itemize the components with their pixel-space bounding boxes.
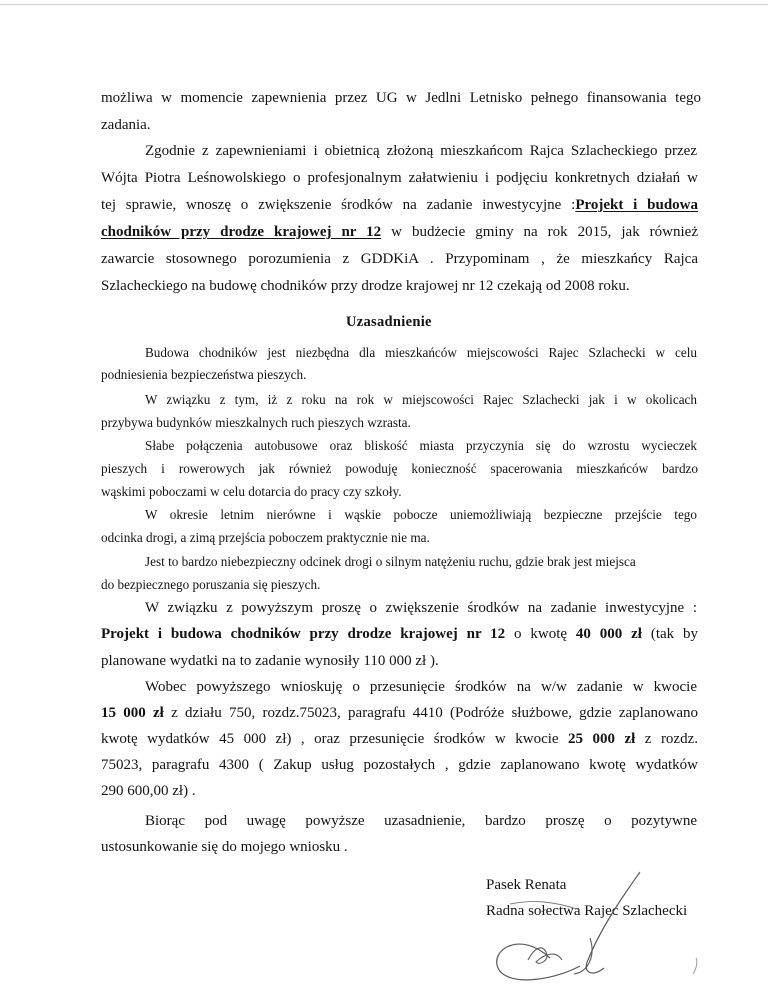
reason-4-line-1: W okresie letnim nierówne i wąskie pobocze uniemożliwiają bezpieczne przejście tego bbox=[145, 507, 697, 522]
request-line-1: Zgodnie z zapewnieniami i obietnicą złożoną mieszkańcom Rajca Szlacheckiego przez bbox=[145, 143, 697, 159]
request-line-6: Szlacheckiego na budowę chodników przy drodze krajowej nr 12 czekają od 2008 roku. bbox=[101, 278, 630, 294]
project-title-bold: Projekt i budowa chodników przy drodze krajowej nr 12 bbox=[101, 626, 506, 642]
scan-edge-line bbox=[0, 4, 768, 5]
reason-4-line-2: odcinka drogi, a zimą przejścia poboczem praktycznie nie ma. bbox=[101, 530, 430, 545]
conclusion-line-1: W związku z powyższym proszę o zwiększenie środków na zadanie inwestycyjne : bbox=[145, 600, 697, 616]
project-title-part-1: Projekt i budowa bbox=[575, 197, 698, 213]
intro-line-2: zadania. bbox=[101, 117, 151, 133]
closing-line-2: ustosunkowanie się do mojego wniosku . bbox=[101, 839, 348, 855]
funding-line-3-text: kwotę wydatków 45 000 zł) , oraz przesunięcie środków w kwocie bbox=[101, 731, 569, 747]
funding-line-2 bbox=[101, 705, 698, 722]
funding-line-1: Wobec powyższego wnioskuję o przesunięcie środków na w/w zadanie w kwocie bbox=[145, 679, 697, 695]
funding-line-4: 75023, paragrafu 4300 ( Zakup usług pozostałych , gdzie zaplanowano kwotę wydatków bbox=[101, 757, 698, 773]
reason-5-line-2: do bezpiecznego poruszania się pieszych. bbox=[101, 577, 321, 592]
amount-40000: 40 000 zł bbox=[575, 626, 642, 642]
reason-5-line-1: Jest to bardzo niebezpieczny odcinek drogi o silnym natężeniu ruchu, gdzie brak jest miejsca bbox=[145, 554, 636, 569]
conclusion-line-2 bbox=[101, 626, 698, 643]
closing-line-1: Biorąc pod uwagę powyższe uzasadnienie, bardzo proszę o pozytywne bbox=[145, 813, 697, 829]
request-line-3-text: tej sprawie, wnoszę o zwiększenie środków na zadanie inwestycyjne : bbox=[101, 197, 576, 213]
reason-1-line-2: podniesienia bezpieczeństwa pieszych. bbox=[101, 367, 307, 382]
project-title-part-2: chodników przy drodze krajowej nr 12 bbox=[101, 224, 382, 240]
request-line-4-text: w budżecie gminy na rok 2015, jak również bbox=[381, 224, 698, 240]
request-line-2: Wójta Piotra Leśnowolskiego o profesjonalnym załatwieniu i podjęciu konkretnych działań w bbox=[101, 170, 698, 186]
reason-3-line-3: wąskimi poboczami w celu dotarcia do pracy czy szkoły. bbox=[101, 484, 402, 499]
funding-line-3-end: z rozdz. bbox=[635, 731, 698, 747]
reason-3-line-2: pieszych i rowerowych jak również powoduję konieczność spacerowania mieszkańców bardzo bbox=[101, 461, 698, 476]
conclusion-tak-by: (tak by bbox=[641, 626, 698, 642]
section-title-uzasadnienie: Uzasadnienie bbox=[346, 314, 432, 330]
reason-2-line-1: W związku z tym, iż z roku na rok w miejscowości Rajec Szlachecki jak i w okolicach bbox=[145, 392, 697, 407]
reason-2-line-2: przybywa budynków mieszkalnych ruch pieszych wzrasta. bbox=[101, 415, 411, 430]
funding-line-5: 290 600,00 zł) . bbox=[101, 783, 196, 799]
conclusion-kwote-text: o kwotę bbox=[505, 626, 576, 642]
signatory-name: Pasek Renata bbox=[486, 877, 567, 893]
reason-1-line-1: Budowa chodników jest niezbędna dla mieszkańców miejscowości Rajec Szlachecki w celu bbox=[145, 345, 697, 360]
signatory-role: Radna sołectwa Rajec Szlachecki bbox=[486, 903, 688, 919]
amount-15000: 15 000 zł bbox=[101, 705, 164, 721]
funding-line-2-text: z działu 750, rozdz.75023, paragrafu 4410 (Podróże służbowe, gdzie zaplanowano bbox=[163, 705, 698, 721]
intro-line-1: możliwa w momencie zapewnienia przez UG w Jedlni Letnisko pełnego finansowania tego bbox=[101, 90, 701, 106]
request-line-3 bbox=[101, 197, 698, 214]
reason-3-line-1: Słabe połączenia autobusowe oraz bliskość miasta przyczynia się do wzrostu wycieczek bbox=[145, 438, 697, 453]
funding-line-3 bbox=[101, 731, 698, 748]
conclusion-line-3: planowane wydatki na to zadanie wynosiły 110 000 zł ). bbox=[101, 653, 439, 669]
request-line-4 bbox=[101, 224, 698, 241]
amount-25000: 25 000 zł bbox=[568, 731, 636, 747]
request-line-5: zawarcie stosownego porozumienia z GDDKiA . Przypominam , że mieszkańcy Rajca bbox=[101, 251, 698, 267]
